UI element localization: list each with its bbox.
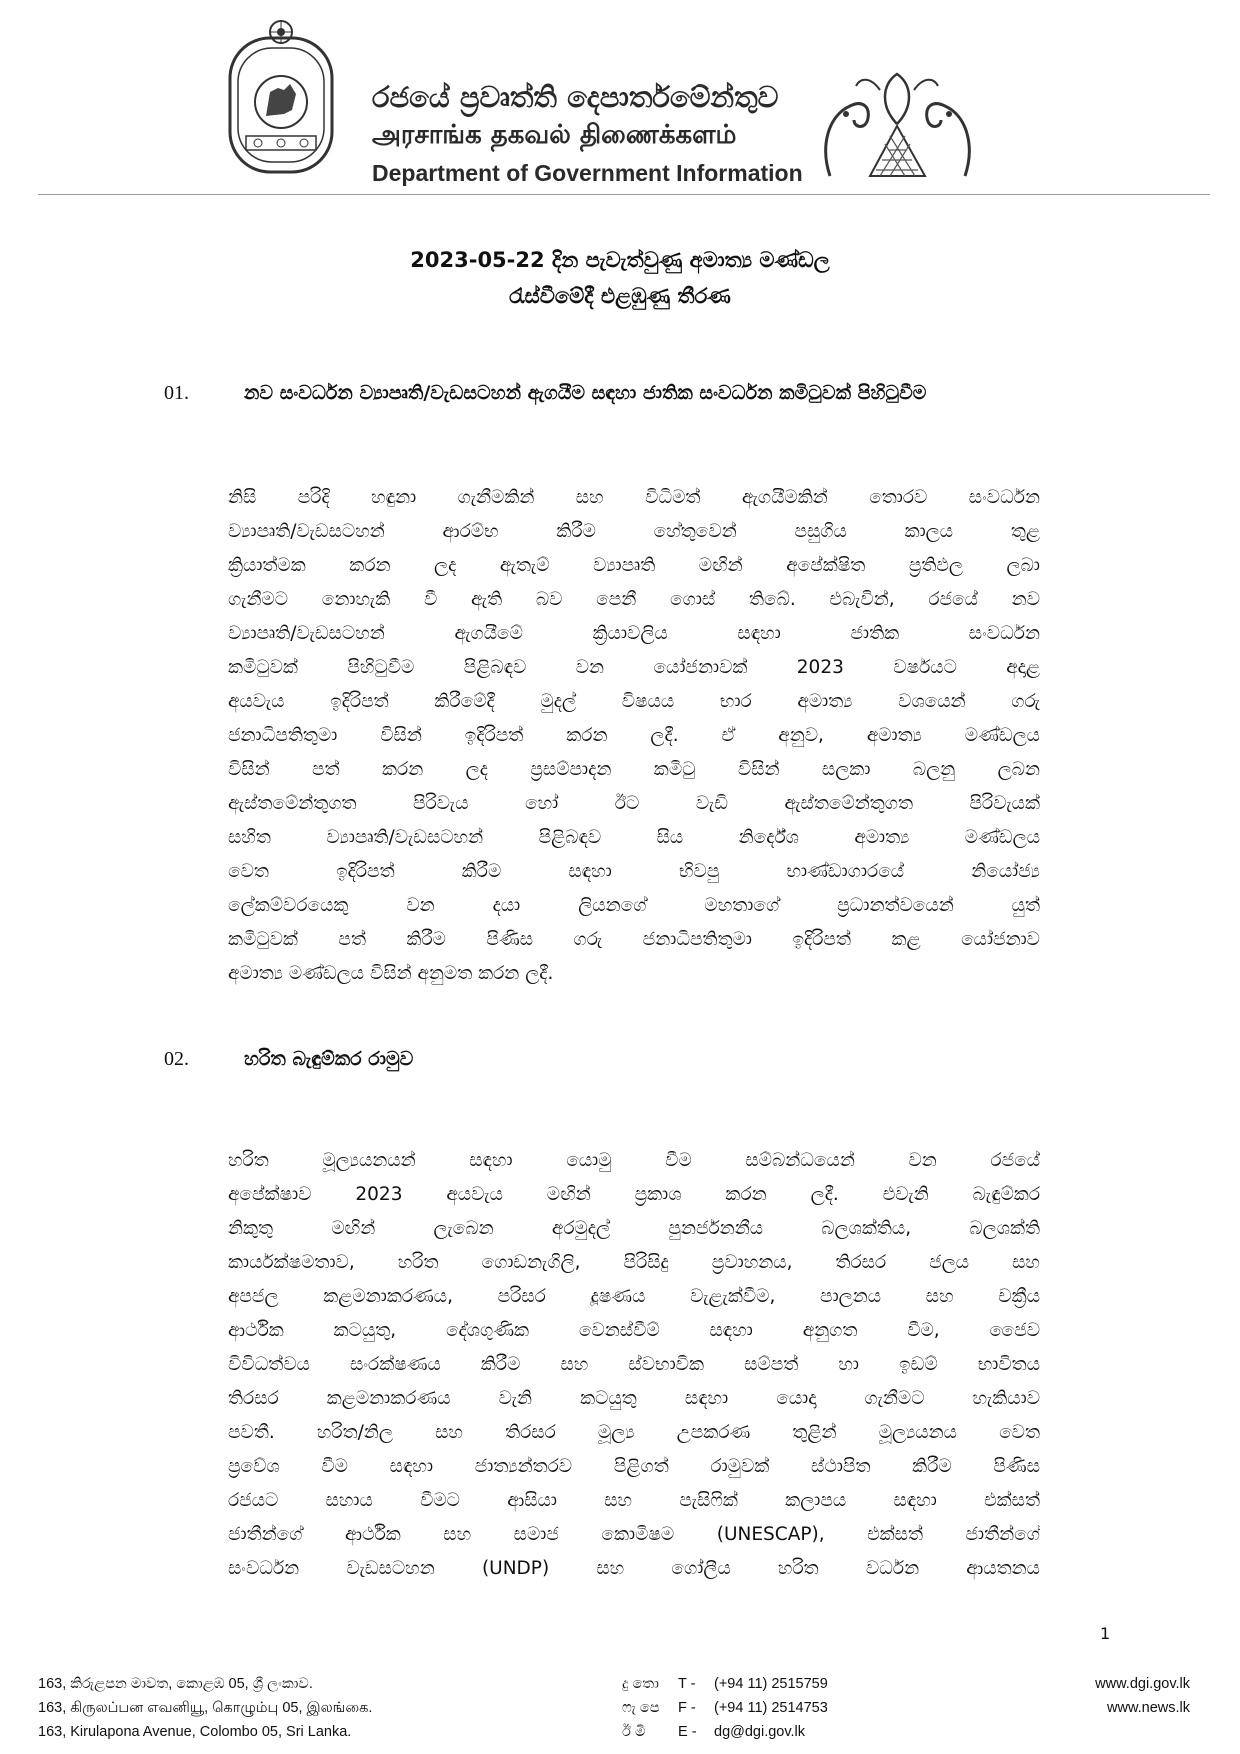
department-name	[372, 78, 812, 192]
state-emblem-icon	[226, 18, 336, 178]
title-line-2: රැස්වීමේදී එළඹුණු තීරණ	[509, 284, 731, 308]
phone-row: දු තො T - (+94 11) 2515759	[622, 1676, 828, 1692]
body-line: හරිත මූල්‍යයනයන් සඳහා යොමු වීම සම්බන්ධයෙන් වන රජයේ	[228, 1150, 1040, 1171]
address-tamil: 163, கிருலப்பன எவனியூ, கொழும்பு 05, இலங்கை.	[38, 1700, 373, 1716]
body-line: විවිධත්වය සංරක්ෂණය කිරීම සහ ස්වභාවික සම්පත් හා ඉඩම් භාවිතය	[228, 1354, 1040, 1375]
body-line: ආර්ථික කටයුතු, දේශගුණික වෙනස්වීම් සඳහා අනුගත වීම, ජෛව	[228, 1320, 1040, 1341]
body-line: ජාතීන්ගේ ආර්ථික සහ සමාජ කොමිෂම (UNESCAP), එක්සත් ජාතීන්ගේ	[228, 1524, 1040, 1545]
body-line: ඇස්තමේන්තුගත පිරිවැය හෝ ඊට වැඩි ඇස්තමේන්තුගත පිරිවැයක්	[228, 793, 1040, 814]
footer-address	[38, 1672, 372, 1744]
body-line: විසින් පත් කරන ලද ප්‍රසම්පාදන කමිටු විසින් සලකා බලනු ලබන	[228, 759, 1040, 780]
letterhead	[0, 0, 1240, 200]
body-line: ලේකම්වරයෙකු වන දයා ලියනගේ මහතාගේ ප්‍රධානත්වයෙන් යුත්	[228, 895, 1040, 916]
body-line: පවතී. හරිත/නිල සහ තිරසර මූල්‍ය උපකරණ තුළින් මූල්‍යයනය වෙත	[228, 1422, 1040, 1443]
website-news-link[interactable]: www.news.lk	[1107, 1700, 1190, 1716]
document-title	[240, 242, 1000, 314]
body-line: ප්‍රවේශ වීම සඳහා ජාත්‍යන්තරව පිළිගත් රාමුවක් ස්ථාපිත කිරීම පිණිස	[228, 1456, 1040, 1477]
body-line: අමාත්‍ය මණ්ඩලය විසින් අනුමත කරන ලදී.	[228, 963, 554, 984]
header-divider	[38, 194, 1210, 195]
body-line: කමිටුවක් පිහිටුවීම පිළිබඳව වන යෝජනාවක් 2023 වර්ෂයට අදාළ	[228, 657, 1040, 678]
body-line: නිසි පරිදි හඳුනා ගැනීමකින් සහ විධිමත් ඇගයීමකින් තොරව සංවර්ධන	[228, 487, 1040, 508]
body-line: අයවැය ඉදිරිපත් කිරීමේදී මුදල් විෂයය භාර අමාත්‍ය වශයෙන් ගරු	[228, 691, 1040, 712]
footer	[0, 1660, 1240, 1754]
email-row: ඊ මි E - dg@dgi.gov.lk	[622, 1724, 806, 1740]
body-line: රජයට සහාය වීමට ආසියා සහ පැසිෆික් කලාපය සඳහා එක්සත්	[228, 1490, 1040, 1511]
fax-row: ෆැ පෙ F - (+94 11) 2514753	[622, 1700, 828, 1716]
address-sinhala: 163, කිරුළපන මාවත, කොළඹ 05, ශ්‍රී ලංකාව.	[38, 1676, 313, 1692]
footer-websites	[1060, 1672, 1190, 1720]
section-1-number: 01.	[164, 382, 189, 404]
body-line: නිකුතු මඟින් ලැබෙන අරමුදල් පුනර්ජනනීය බලශක්තිය, බලශක්ති	[228, 1218, 1040, 1239]
section-2-title: හරිත බැඳුම්කර රාමුව	[244, 1048, 414, 1070]
section-2-number: 02.	[164, 1048, 189, 1070]
body-line: අපජල කළමනාකරණය, පරිසර දූෂණය වැළැක්වීම, පාලනය සහ චක්‍රීය	[228, 1286, 1040, 1307]
body-line: ක්‍රියාත්මක කරන ලද ඇතැම් ව්‍යාපෘති මඟින් අපේක්ෂිත ප්‍රතිඵල ලබා	[228, 555, 1040, 576]
body-line: අපේක්ෂාව 2023 අයවැය මඟින් ප්‍රකාශ කරන ලදී. එවැනි බැඳුම්කර	[228, 1184, 1040, 1205]
body-line: කමිටුවක් පත් කිරීම පිණිස ගරු ජනාධිපතිතුමා ඉදිරිපත් කළ යෝජනාව	[228, 929, 1040, 950]
department-name-english: Department of Government Information	[372, 160, 803, 186]
section-2-body	[228, 1144, 1040, 1586]
department-name-sinhala: රජයේ ප්‍රවෘත්ති දෙපාර්තමේන්තුව	[372, 80, 779, 114]
body-line: කාර්යක්ෂමතාව, හරිත ගොඩනැගිලි, පිරිසිදු ප්‍රවාහනය, තිරසර ජලය සහ	[228, 1252, 1040, 1273]
footer-contacts	[622, 1672, 828, 1744]
section-1-title: නව සංවර්ධන ව්‍යාපෘති/වැඩසටහන් ඇගයීම සඳහා ජාතික සංවර්ධන කමිටුවක් පිහිටුවීම	[244, 382, 927, 404]
email-address[interactable]: dg@dgi.gov.lk	[714, 1724, 806, 1740]
title-line-1: 2023-05-22 දින පැවැත්වුණු අමාත්‍ය මණ්ඩල	[410, 248, 830, 272]
body-line: ගැනීමට නොහැකි වී ඇති බව පෙනී ගොස් තිබේ. එබැවින්, රජයේ නව	[228, 589, 1040, 610]
body-line: සහිත ව්‍යාපෘති/වැඩසටහන් පිළිබඳව සිය නිර්දේශ අමාත්‍ය මණ්ඩලය	[228, 827, 1040, 848]
address-english: 163, Kirulapona Avenue, Colombo 05, Sri Lanka.	[38, 1724, 352, 1740]
body-line: ජනාධිපතිතුමා විසින් ඉදිරිපත් කරන ලදී. ඒ අනුව, අමාත්‍ය මණ්ඩලය	[228, 725, 1040, 746]
fax-number: (+94 11) 2514753	[714, 1700, 828, 1716]
phone-number: (+94 11) 2515759	[714, 1676, 828, 1692]
department-name-tamil: அரசாங்க தகவல் திணைக்களம்	[372, 120, 737, 150]
body-line: තිරසර කළමනාකරණය වැනි කටයුතු සඳහා යොදා ගැනීමට හැකියාව	[228, 1388, 1040, 1409]
section-1-body	[228, 481, 1040, 991]
website-dgi-link[interactable]: www.dgi.gov.lk	[1095, 1676, 1190, 1692]
page-number: 1	[1100, 1624, 1111, 1643]
body-line: වෙත ඉදිරිපත් කිරීම සඳහා භිවපු භාණ්ඩාගාරයේ නියෝජ්‍ය	[228, 861, 1040, 882]
body-line: ව්‍යාපෘති/වැඩසටහන් ආරම්භ කිරීම හේතුවෙන් පසුගිය කාලය තුළ	[228, 521, 1040, 542]
body-line: ව්‍යාපෘති/වැඩසටහන් ඇගයීමේ ක්‍රියාවලිය සඳහා ජාතික සංවර්ධන	[228, 623, 1040, 644]
makara-logo-icon	[810, 66, 985, 184]
body-line: සංවර්ධන වැඩසටහන (UNDP) සහ ගෝලීය හරිත වර්ධන ආයතනය	[228, 1558, 1040, 1579]
